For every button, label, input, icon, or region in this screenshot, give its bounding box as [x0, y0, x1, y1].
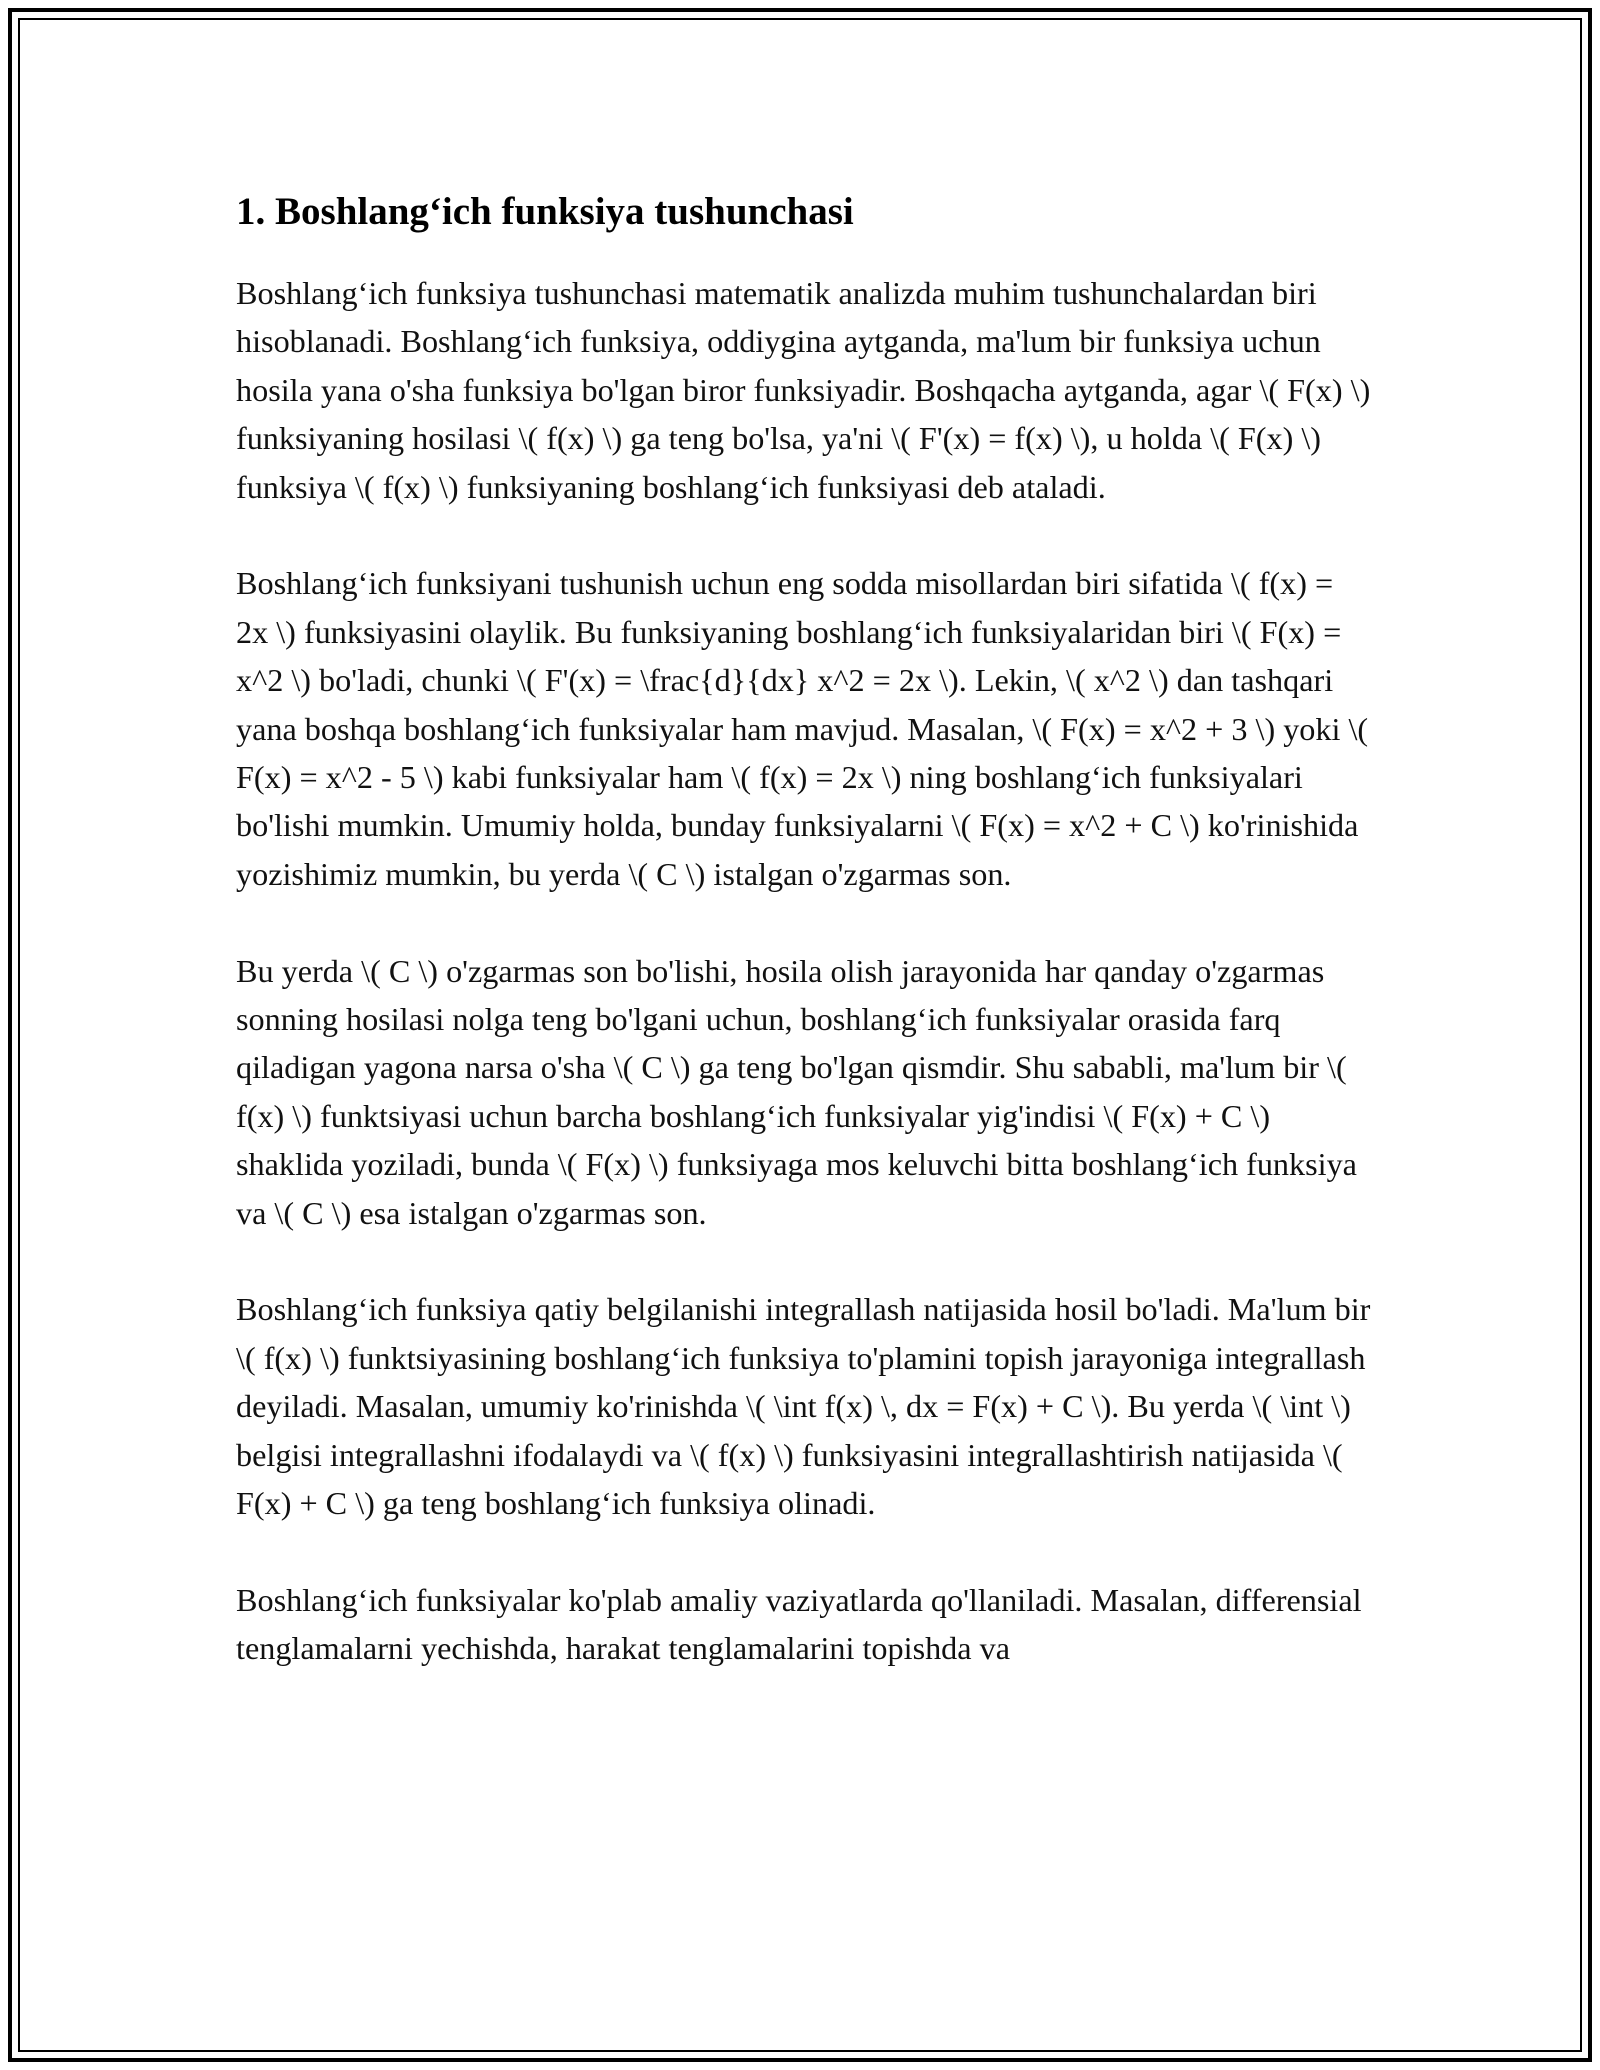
- paragraph-1: Boshlang‘ich funksiya tushunchasi matematik analizda muhim tushunchalardan biri hisoblanadi. Boshlang‘ich funksiya, oddiygina aytganda, ma'lum bir funksiya uchun hosila yana o'sha funksiya bo'lgan biror funksiyadir. Boshqacha aytganda, agar \( F(x) \) funksiyaning hosilasi \( f(x) \) ga teng bo'lsa, ya'ni \( F'(x) = f(x) \), u holda \( F(x) \) funksiya \( f(x) \) funksiyaning boshlang‘ich funksiyasi deb ataladi.: [236, 275, 1371, 505]
- paragraph-4: Boshlang‘ich funksiya qatiy belgilanishi integrallash natijasida hosil bo'ladi. Ma'lum bir \( f(x) \) funktsiyasining boshlang‘ich funksiya to'plamini topish jarayoniga integrallash deyiladi. Masalan, umumiy ko'rinishda \( \int f(x) \, dx = F(x) + C \). Bu yerda \( \int \) belgisi integrallashni ifodalaydi va \( f(x) \) funksiyasini integrallashtirish natijasida \( F(x) + C \) ga teng boshlang‘ich funksiya olinadi.: [236, 1291, 1371, 1522]
- paragraph-3: Bu yerda \( C \) o'zgarmas son bo'lishi, hosila olish jarayonida har qanday o'zgarmas sonning hosilasi nolga teng bo'lgani uchun, boshlang‘ich funksiyalar orasida farq qiladigan yagona narsa o'sha \( C \) ga teng bo'lgan qismdir. Shu sababli, ma'lum bir \( f(x) \) funktsiyasi uchun barcha boshlang‘ich funksiyalar yig'indisi \( F(x) + C \) shaklida yoziladi, bunda \( F(x) \) funksiyaga mos keluvchi bitta boshlang‘ich funksiya va \( C \) esa istalgan o'zgarmas son.: [236, 952, 1357, 1231]
- paragraph-2: Boshlang‘ich funksiyani tushunish uchun eng sodda misollardan biri sifatida \( f(x) = 2x \) funksiyasini olaylik. Bu funksiyaning boshlang‘ich funksiyalaridan biri \( F(x) = x^2 \) bo'ladi, chunki \( F'(x) = \frac{d}{dx} x^2 = 2x \). Lekin, \( x^2 \) dan tashqari yana boshqa boshlang‘ich funksiyalar ham mavjud. Masalan, \( F(x) = x^2 + 3 \) yoki \( F(x) = x^2 - 5 \) kabi funksiyalar ham \( f(x) = 2x \) ning boshlang‘ich funksiyalari bo'lishi mumkin. Umumiy holda, bunday funksiyalarni \( F(x) = x^2 + C \) ko'rinishida yozishimiz mumkin, bu yerda \( C \) istalgan o'zgarmas son.: [236, 565, 1369, 892]
- paragraph-5: Boshlang‘ich funksiyalar ko'plab amaliy vaziyatlarda qo'llaniladi. Masalan, differensial tenglamalarni yechishda, harakat tenglamalarini topishda va: [236, 1581, 1362, 1667]
- section-heading: 1. Boshlang‘ich funksiya tushunchasi: [236, 190, 854, 233]
- document-body: [236, 185, 1371, 1721]
